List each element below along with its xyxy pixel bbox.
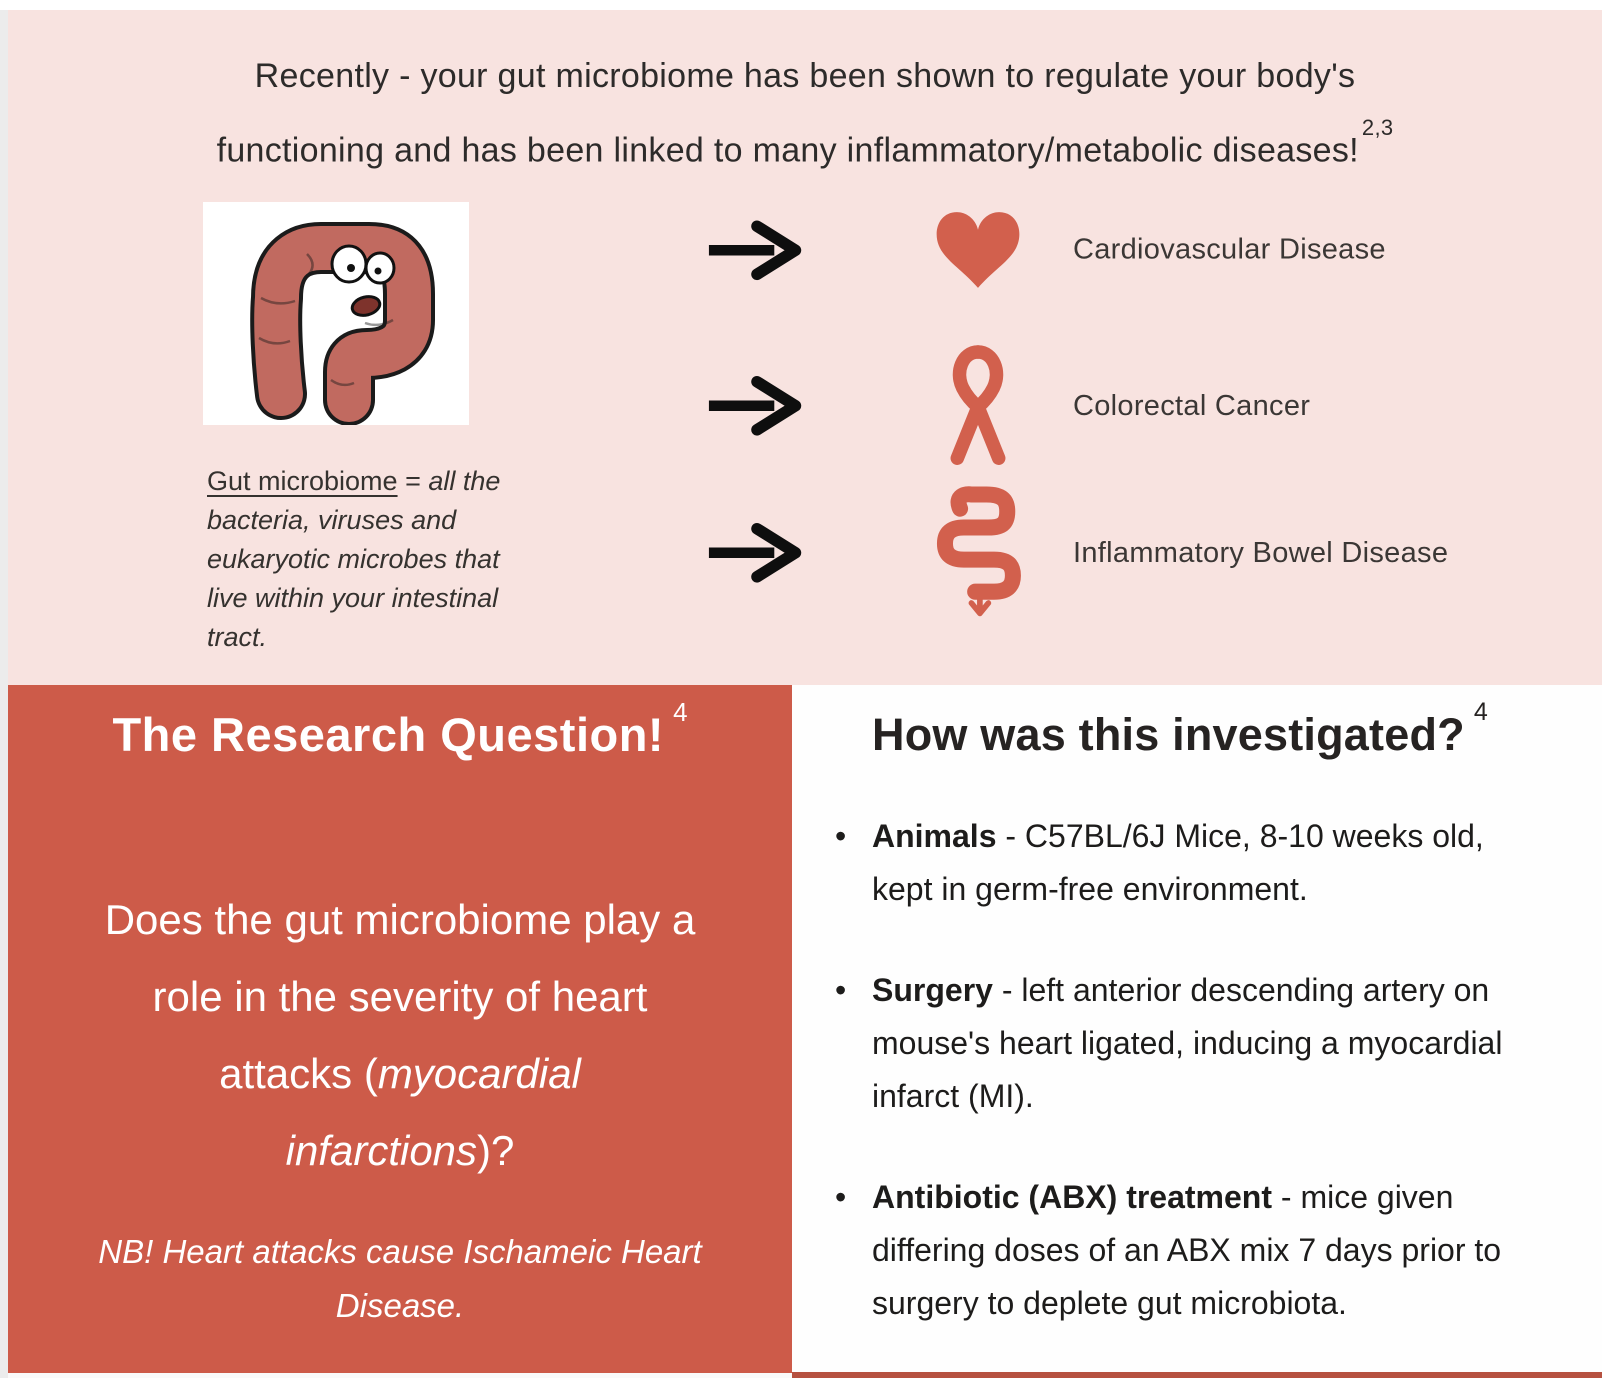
bullet-dot: • — [835, 972, 847, 1008]
bullet-text: - mice given differing doses of an ABX mix 7 days prior to surgery to deplete gut microbiota. — [872, 1179, 1502, 1321]
gut-definition-term: Gut microbiome — [207, 466, 398, 496]
research-question-superscript: 4 — [673, 696, 688, 727]
methods-section — [792, 685, 1602, 1373]
intro-citation-superscript: 2,3 — [1361, 115, 1394, 140]
research-question-title: The Research Question! — [112, 708, 665, 761]
disease-label: Colorectal Cancer — [1073, 389, 1311, 422]
bullet-dot: • — [835, 1179, 847, 1215]
bullet-text: - C57BL/6J Mice, 8-10 weeks old, kept in germ-free environment. — [872, 818, 1484, 907]
methods-bullet-surgery — [835, 964, 1555, 1123]
intro-headline-line2 — [8, 109, 1602, 183]
methods-bullet-animals — [835, 810, 1555, 916]
gut-definition — [207, 462, 507, 657]
colon-cartoon-illustration — [203, 202, 469, 425]
disease-row-cardiovascular — [707, 210, 1386, 291]
disease-label: Cardiovascular Disease — [1073, 233, 1386, 266]
disease-label: Inflammatory Bowel Disease — [1073, 536, 1449, 569]
methods-title: How was this investigated? — [872, 709, 1465, 760]
awareness-ribbon-icon — [883, 343, 1073, 469]
disease-row-ibd — [707, 486, 1448, 620]
bullet-lead: Animals — [872, 818, 997, 854]
gut-illustration-card — [203, 202, 469, 425]
bullet-dot: • — [835, 818, 847, 854]
research-question-text-italic: myocardial infarctions — [285, 1050, 581, 1174]
heart-icon — [883, 210, 1073, 291]
research-question-heading — [8, 696, 792, 762]
arrow-right-icon — [707, 219, 807, 281]
research-question-section — [8, 685, 792, 1373]
intro-headline-line1: Recently - your gut microbiome has been shown to regulate your body's — [254, 57, 1356, 95]
gut-definition-text: all the bacteria, viruses and eukaryotic microbes that live within your intestinal tract. — [207, 466, 501, 652]
intro-section — [8, 10, 1602, 685]
bullet-lead: Surgery — [872, 972, 993, 1008]
methods-list — [835, 810, 1555, 1330]
bullet-text: - left anterior descending artery on mouse's heart ligated, inducing a myocardial infarct (MI). — [872, 972, 1503, 1114]
footer-accent-strip — [792, 1372, 1602, 1378]
intro-headline-line2-text: functioning and has been linked to many inflammatory/metabolic diseases! — [216, 131, 1359, 170]
research-question-text-post: )? — [477, 1127, 515, 1174]
methods-heading — [872, 697, 1488, 761]
methods-superscript: 4 — [1473, 697, 1488, 726]
research-question-text — [100, 881, 700, 1189]
methods-bullet-antibiotic — [835, 1171, 1555, 1330]
disease-row-colorectal — [707, 343, 1310, 469]
intro-headline — [8, 44, 1602, 183]
bullet-body — [872, 964, 1532, 1123]
arrow-right-icon — [707, 522, 807, 584]
gut-definition-separator: = — [397, 466, 429, 496]
bullet-body — [872, 1171, 1532, 1330]
bullet-lead: Antibiotic (ABX) treatment — [872, 1179, 1272, 1215]
arrow-right-icon — [707, 375, 807, 437]
research-question-text-pre: Does the gut microbiome play a role in the severity of heart attacks ( — [104, 896, 696, 1097]
research-question-note: NB! Heart attacks cause Ischameic Heart Disease. — [98, 1233, 702, 1324]
page-margin-left — [0, 10, 8, 1378]
bullet-body — [872, 810, 1532, 916]
intestine-icon — [883, 486, 1073, 620]
page-margin-top — [0, 0, 1602, 10]
